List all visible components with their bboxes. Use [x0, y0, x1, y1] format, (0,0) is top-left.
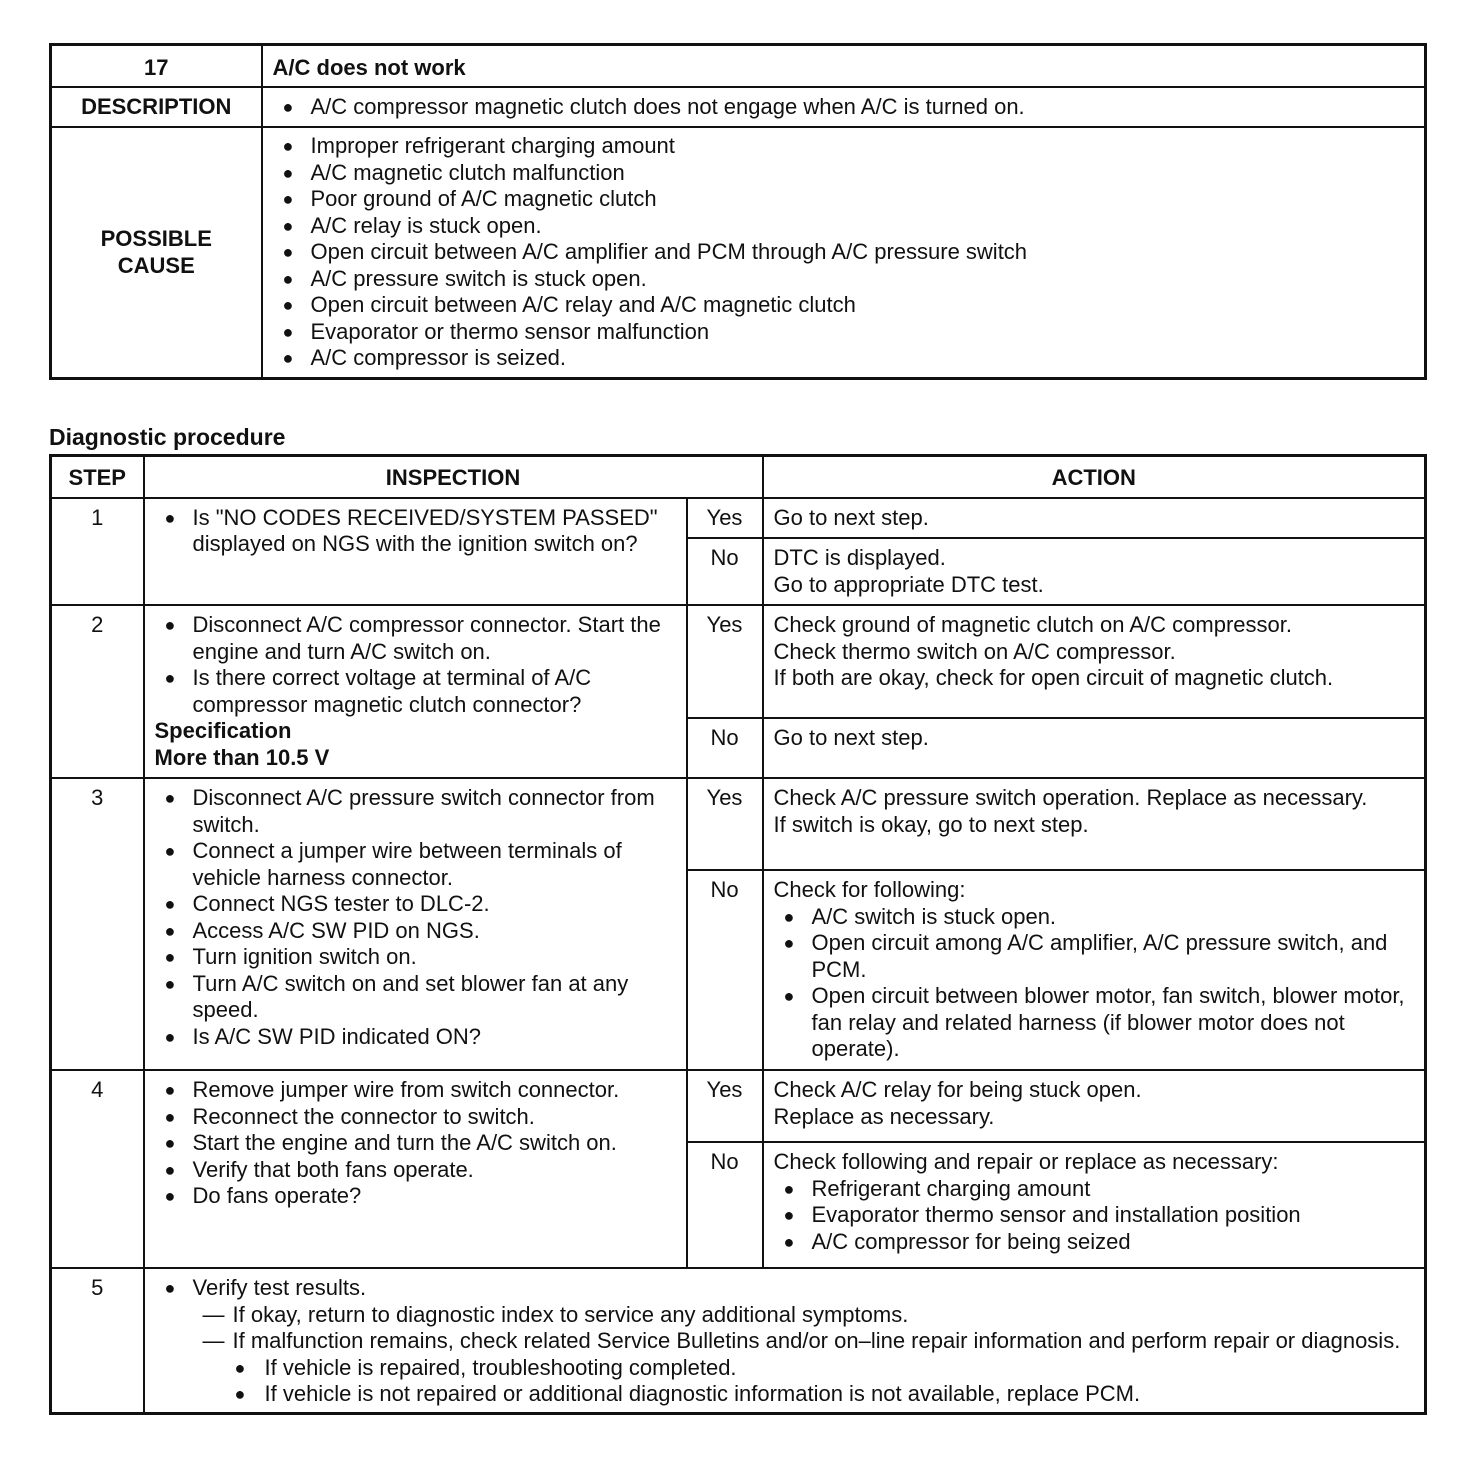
result-subitem: ● If vehicle is not repaired or additional diagnostic information is not available, replace PCM.	[155, 1381, 1415, 1408]
possible-cause-label	[51, 127, 262, 378]
description-item: ● A/C compressor magnetic clutch does not engage when A/C is turned on.	[273, 94, 1415, 121]
action-item: ● Refrigerant charging amount	[774, 1176, 1415, 1203]
possible-cause-label-line1: POSSIBLE	[100, 226, 212, 252]
result-line: — If malfunction remains, check related Service Bulletins and/or on–line repair information and perform repair or diagnosis.	[155, 1328, 1415, 1355]
possible-cause-list	[273, 133, 1415, 372]
no-action	[763, 870, 1426, 1070]
inspection-item: ● Start the engine and turn the A/C switch on.	[155, 1130, 676, 1157]
action-line: Check ground of magnetic clutch on A/C compressor.	[773, 612, 1292, 637]
inspection-list	[155, 785, 676, 1050]
yes-label: Yes	[687, 1070, 763, 1142]
no-action	[763, 538, 1426, 605]
cause-item: ● Poor ground of A/C magnetic clutch	[273, 186, 1415, 213]
inspection-item: ● Turn A/C switch on and set blower fan at any speed.	[155, 971, 676, 1024]
description-row	[51, 87, 1426, 128]
inspection-cell	[144, 778, 687, 1070]
yes-label: Yes	[687, 498, 763, 539]
inspection-list	[155, 1077, 676, 1210]
description-label: DESCRIPTION	[51, 87, 262, 128]
inspection-item: ● Turn ignition switch on.	[155, 944, 676, 971]
specification-value: More than 10.5 V	[154, 744, 330, 770]
inspection-list	[155, 612, 676, 718]
action-item: ● Open circuit between blower motor, fan switch, blower motor, fan relay and related harness (if blower motor does not operate).	[774, 983, 1415, 1063]
inspection-item: ● Is "NO CODES RECEIVED/SYSTEM PASSED" displayed on NGS with the ignition switch on?	[155, 505, 676, 558]
inspection-list	[155, 505, 676, 558]
inspection-list	[155, 1275, 1415, 1302]
column-header-action: ACTION	[763, 456, 1426, 498]
inspection-item: ● Verify that both fans operate.	[155, 1157, 676, 1184]
result-line: — If okay, return to diagnostic index to service any additional symptoms.	[155, 1302, 1415, 1329]
cause-item: ● A/C compressor is seized.	[273, 345, 1415, 372]
action-line: DTC is displayed.	[773, 545, 946, 570]
no-label: No	[687, 1142, 763, 1268]
inspection-item: ● Verify test results.	[155, 1275, 1415, 1302]
description-list	[273, 94, 1415, 121]
cause-item: ● Improper refrigerant charging amount	[273, 133, 1415, 160]
inspection-item: ● Reconnect the connector to switch.	[155, 1104, 676, 1131]
action-line: Check A/C pressure switch operation. Replace as necessary.	[773, 785, 1368, 810]
action-line: Go to appropriate DTC test.	[773, 571, 1044, 597]
result-subitem: ● If vehicle is repaired, troubleshooting completed.	[155, 1355, 1415, 1382]
inspection-item: ● Do fans operate?	[155, 1183, 676, 1210]
no-label: No	[687, 538, 763, 605]
inspection-item: ● Disconnect A/C pressure switch connector from switch.	[155, 785, 676, 838]
action-line: Check A/C relay for being stuck open.	[773, 1077, 1142, 1102]
cause-item: ● A/C pressure switch is stuck open.	[273, 266, 1415, 293]
step-row	[51, 778, 1426, 870]
cause-item: ● Open circuit between A/C relay and A/C magnetic clutch	[273, 292, 1415, 319]
trouble-number: 17	[51, 45, 262, 87]
summary-table	[49, 43, 1427, 380]
action-line: If both are okay, check for open circuit of magnetic clutch.	[773, 665, 1334, 690]
no-label: No	[687, 718, 763, 778]
action-line: Check for following:	[773, 877, 966, 902]
step-number: 1	[51, 498, 144, 606]
action-line: Check following and repair or replace as necessary:	[773, 1149, 1279, 1174]
action-item: ● Evaporator thermo sensor and installation position	[774, 1202, 1415, 1229]
action-line: Go to next step.	[773, 724, 929, 750]
yes-label: Yes	[687, 778, 763, 870]
step-number: 5	[51, 1268, 144, 1413]
step-number: 2	[51, 605, 144, 778]
cause-item: ● Evaporator or thermo sensor malfunction	[273, 319, 1415, 346]
action-line: Check thermo switch on A/C compressor.	[773, 638, 1176, 664]
column-header-inspection: INSPECTION	[144, 456, 763, 498]
inspection-item: ● Is there correct voltage at terminal of A/C compressor magnetic clutch connector?	[155, 665, 676, 718]
cause-item: ● A/C relay is stuck open.	[273, 213, 1415, 240]
procedure-table	[49, 454, 1427, 1415]
possible-cause-row	[51, 127, 1426, 378]
possible-cause-cell	[262, 127, 1426, 378]
action-line: Replace as necessary.	[773, 1103, 995, 1129]
column-header-step: STEP	[51, 456, 144, 498]
action-list	[774, 904, 1415, 1063]
no-action	[763, 1142, 1426, 1268]
yes-action	[763, 778, 1426, 870]
step-number: 3	[51, 778, 144, 1070]
step-row	[51, 605, 1426, 718]
inspection-item: ● Disconnect A/C compressor connector. Start the engine and turn A/C switch on.	[155, 612, 676, 665]
yes-action	[763, 605, 1426, 718]
step-number: 4	[51, 1070, 144, 1268]
yes-action	[763, 1070, 1426, 1142]
procedure-title: Diagnostic procedure	[49, 424, 286, 450]
action-item: ● A/C compressor for being seized	[774, 1229, 1415, 1256]
action-item: ● A/C switch is stuck open.	[774, 904, 1415, 931]
inspection-cell	[144, 605, 687, 778]
specification-title: Specification	[154, 718, 292, 743]
cause-item: ● A/C magnetic clutch malfunction	[273, 160, 1415, 187]
step-row	[51, 1268, 1426, 1413]
cause-item: ● Open circuit between A/C amplifier and PCM through A/C pressure switch	[273, 239, 1415, 266]
inspection-cell	[144, 1070, 687, 1268]
inspection-item: ● Remove jumper wire from switch connector.	[155, 1077, 676, 1104]
inspection-item: ● Connect a jumper wire between terminals of vehicle harness connector.	[155, 838, 676, 891]
procedure-header-row	[51, 456, 1426, 498]
trouble-title: A/C does not work	[262, 45, 1426, 87]
no-action	[763, 718, 1426, 778]
action-item: ● Open circuit among A/C amplifier, A/C pressure switch, and PCM.	[774, 930, 1415, 983]
no-label: No	[687, 870, 763, 1070]
inspection-cell	[144, 498, 687, 606]
inspection-item: ● Access A/C SW PID on NGS.	[155, 918, 676, 945]
yes-label: Yes	[687, 605, 763, 718]
description-cell	[262, 87, 1426, 128]
step-row	[51, 1070, 1426, 1142]
inspection-cell	[144, 1268, 1426, 1413]
action-line: If switch is okay, go to next step.	[773, 811, 1089, 837]
summary-header-row	[51, 45, 1426, 87]
step-row	[51, 498, 1426, 539]
inspection-item: ● Connect NGS tester to DLC-2.	[155, 891, 676, 918]
action-line: Go to next step.	[773, 504, 929, 530]
action-list	[774, 1176, 1415, 1256]
yes-action	[763, 498, 1426, 539]
inspection-item: ● Is A/C SW PID indicated ON?	[155, 1024, 676, 1051]
possible-cause-label-line2: CAUSE	[117, 253, 195, 279]
